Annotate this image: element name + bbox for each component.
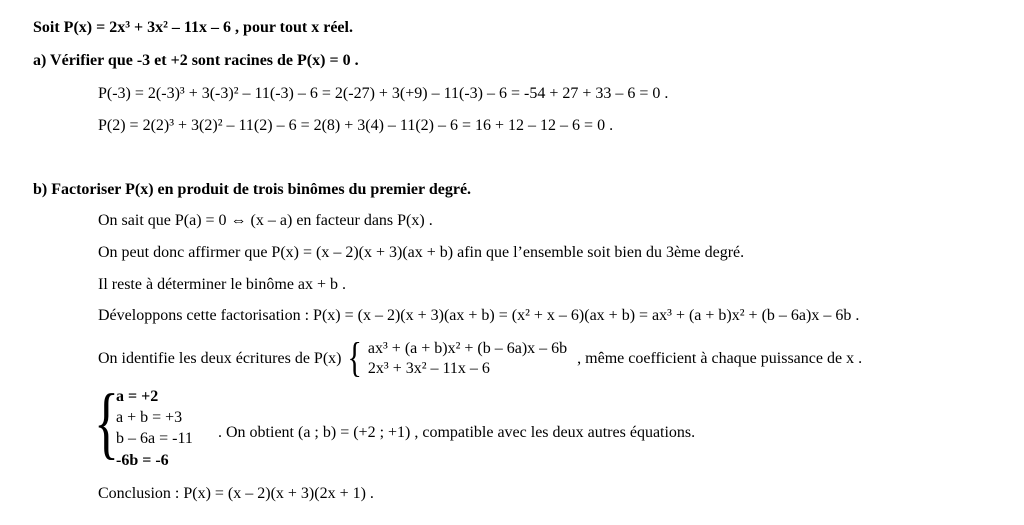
identification-suffix: , même coefficient à chaque puissance de x . — [577, 350, 863, 367]
part-b-line-1: On sait que P(a) = 0 ⇔ (x – a) en facteur dans P(x) . — [98, 212, 433, 229]
identification-row-1: ax³ + (a + b)x² + (b – 6a)x – 6b — [367, 340, 568, 357]
problem-statement — [33, 18, 353, 38]
conclusion: Conclusion : P(x) = (x – 2)(x + 3)(2x + 1) . — [98, 485, 374, 502]
part-b-title: b) Factoriser P(x) en produit de trois binômes du premier degré. — [33, 181, 472, 198]
identification-row-2: 2x³ + 3x² – 11x – 6 — [367, 360, 490, 377]
part-b-line-2: On peut donc affirmer que P(x) = (x – 2)(x + 3)(ax + b) afin que l’ensemble soit bien du 3ème degré. — [98, 244, 745, 261]
statement-prefix: Soit — [33, 19, 60, 36]
system-eq-3: b – 6a = -11 — [116, 430, 193, 447]
part-a-line-1: P(-3) = 2(-3)³ + 3(-3)² – 11(-3) – 6 = 2(-27) + 3(+9) – 11(-3) – 6 = -54 + 27 + 33 – 6 = 0 . — [98, 85, 669, 102]
identification-line — [98, 335, 863, 382]
part-a-line-2: P(2) = 2(2)³ + 3(2)² – 11(2) – 6 = 2(8) + 3(4) – 11(2) – 6 = 16 + 12 – 12 – 6 = 0 . — [98, 117, 614, 134]
system-eq-1: a = +2 — [116, 388, 159, 405]
identification-text: On identifie les deux écritures de P(x) — [98, 350, 342, 367]
identification-stack — [368, 339, 567, 379]
system-result: . On obtient (a ; b) = (+2 ; +1) , compatible avec les deux autres équations. — [218, 424, 696, 441]
system-eq-4: -6b = -6 — [116, 452, 169, 469]
system-brace: { — [94, 379, 119, 468]
part-a-title: a) Vérifier que -3 et +2 sont racines de P(x) = 0 . — [33, 52, 359, 69]
system-eq-2: a + b = +3 — [116, 409, 183, 426]
statement-expression: P(x) = 2x³ + 3x² – 11x – 6 , pour tout x réel. — [63, 19, 353, 36]
left-brace: { — [347, 335, 362, 382]
part-b-line-3: Il reste à déterminer le binôme ax + b . — [98, 276, 347, 293]
part-b-line-4: Développons cette factorisation : P(x) = (x – 2)(x + 3)(ax + b) = (x² + x – 6)(ax + b) = ax³ + (a + b)x² + (b – 6a)x – 6b . — [98, 307, 860, 324]
